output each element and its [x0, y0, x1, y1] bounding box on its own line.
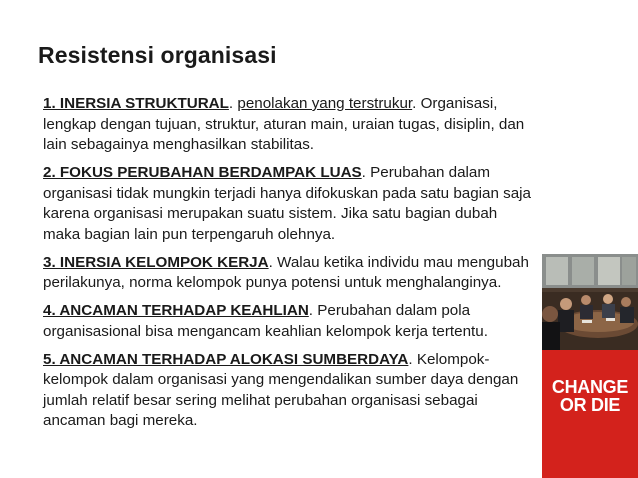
- point-3-text: . Walau ketika individu mau mengubah perilakunya, norma kelompok punya potensi untuk menghalanginya.: [43, 253, 529, 291]
- point-2-text: . Perubahan dalam organisasi tidak mungkin terjadi hanya difokuskan pada satu bagian saja karena organisasi merupakan suatu sistem. Jika satu bagian dubah maka bagian lain pun terpengaruh olehnya.: [43, 164, 532, 243]
- meeting-photo: [542, 254, 638, 478]
- banner-text: [542, 378, 638, 414]
- point-2: [43, 163, 538, 245]
- point-3-heading: 3. INERSIA KELOMPOK KERJA: [43, 253, 269, 271]
- banner-line-1: CHANGE: [551, 377, 629, 397]
- point-2-heading: 2. FOKUS PERUBAHAN BERDAMPAK LUAS: [43, 164, 362, 181]
- slide-title: Resistensi organisasi: [38, 42, 277, 68]
- change-or-die-banner: [542, 350, 638, 478]
- points-list: [43, 94, 538, 439]
- point-1-sep: .: [228, 95, 238, 112]
- point-4-heading: 4. ANCAMAN TERHADAP KEAHLIAN: [43, 302, 309, 319]
- banner-line-2: OR DIE: [559, 395, 621, 415]
- point-5-heading: 5. ANCAMAN TERHADAP ALOKASI SUMBERDAYA: [43, 350, 409, 368]
- point-4-text: . Perubahan dalam pola organisasional bisa mengancam keahlian kelompok kerja tertentu.: [43, 302, 488, 340]
- meeting-scene-image: [542, 254, 638, 350]
- point-4: [43, 301, 538, 342]
- point-5: [43, 350, 538, 432]
- point-3: [43, 253, 538, 294]
- point-1-heading: 1. INERSIA STRUKTURAL: [43, 95, 229, 112]
- point-1-underlined-phrase: penolakan yang terstrukur: [237, 95, 413, 112]
- point-5-text: . Kelompok-kelompok dalam organisasi yang mengendalikan sumber daya dengan jumlah relatif besar sering melihat perubahan organisasi sebagai ancaman bagi mereka.: [43, 350, 519, 429]
- point-1: [43, 94, 538, 156]
- point-1-text: . Organisasi, lengkap dengan tujuan, struktur, aturan main, uraian tugas, disiplin, dan lain sebagainya menghasilkan stabilitas.: [43, 95, 525, 153]
